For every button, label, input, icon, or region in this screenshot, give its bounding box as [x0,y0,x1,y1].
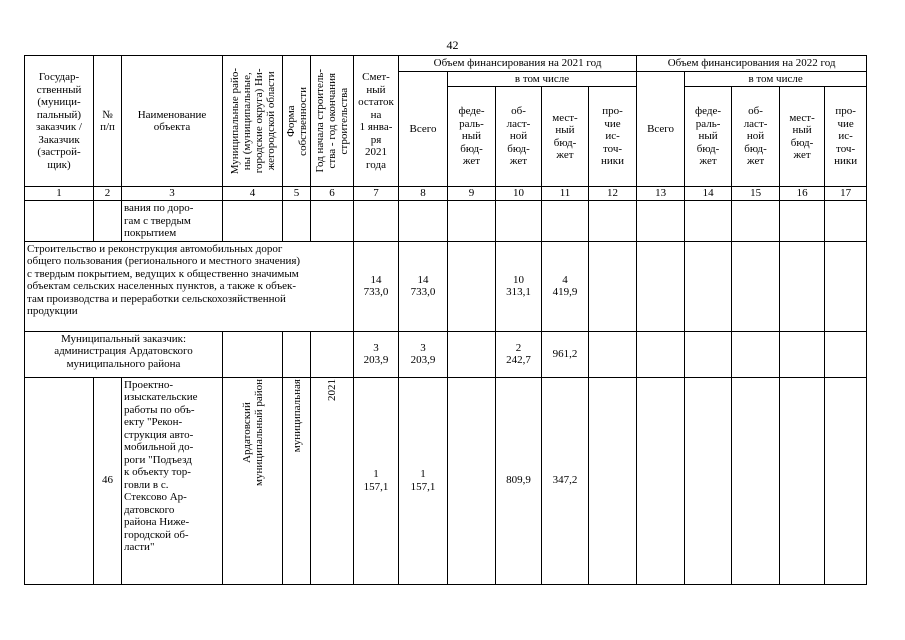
item-ownership: муниципальная [283,377,311,584]
column-number: 13 [637,187,685,201]
header-federal-2022: феде- раль- ный бюд- жет [685,87,732,187]
header-fin-2021: Объем финансирования на 2021 год [399,56,637,72]
header-regional-2022: об- ласт- ной бюд- жет [732,87,780,187]
table-row-customer [25,331,867,377]
customer-regional-2021: 2 242,7 [496,331,542,377]
item-district: Ардатовский муниципальный район [223,377,283,584]
header-total-2022: Всего [637,71,685,187]
column-number: 14 [685,187,732,201]
header-number: № п/п [94,56,122,187]
column-number: 17 [825,187,867,201]
column-number: 1 [25,187,94,201]
item-balance: 1 157,1 [354,377,399,584]
column-number: 2 [94,187,122,201]
column-number: 3 [122,187,223,201]
column-number: 8 [399,187,448,201]
header-regional-2021: об- ласт- ной бюд- жет [496,87,542,187]
item-name: Проектно- изыскательские работы по объ- екту "Рекон- струкция авто- мобильной до- роги "Подъезд к объекту тор- говли в с. Стексово Ар- датовского района Ниже- городской об- ласти" [122,377,223,584]
column-number: 5 [283,187,311,201]
header-object-name: Наименование объекта [122,56,223,187]
header-including-2022: в том числе [685,71,867,87]
column-number: 7 [354,187,399,201]
table-row-section [25,241,867,331]
table-row-item [25,377,867,584]
column-number: 6 [311,187,354,201]
section-local-2021: 4 419,9 [542,241,589,331]
object-name-continuation: вания по доро- гам с твердым покрытием [122,201,223,242]
column-numbers-row [25,187,867,201]
header-including-2021: в том числе [448,71,637,87]
header-other-2021: про- чие ис- точ- ники [589,87,637,187]
section-total-2021: 14 733,0 [399,241,448,331]
item-local-2021: 347,2 [542,377,589,584]
column-number: 16 [780,187,825,201]
column-number: 11 [542,187,589,201]
column-number: 12 [589,187,637,201]
header-local-2022: мест- ный бюд- жет [780,87,825,187]
column-number: 9 [448,187,496,201]
customer-total-2021: 3 203,9 [399,331,448,377]
item-total-2021: 1 157,1 [399,377,448,584]
header-federal-2021: феде- раль- ный бюд- жет [448,87,496,187]
header-balance: Смет- ный остаток на 1 янва- ря 2021 года [354,56,399,187]
column-number: 10 [496,187,542,201]
section-title: Строительство и реконструкция автомобильных дорог общего пользования (регионального и местного значения) с твердым покрытием, ведущих к общественно значимым объектам сельских населенных пунктов, а также к объек- там производства и переработки сельскохозяйственной продукции [25,241,354,331]
header-districts: Муниципальные райо- ны (муниципальные, городские округа) Ни- жегородской области [223,56,283,187]
customer-local-2021: 961,2 [542,331,589,377]
header-customer: Государ- ственный (муници- пальный) заказчик / Заказчик (застрой- щик) [25,56,94,187]
item-year: 2021 [311,377,354,584]
customer-title: Муниципальный заказчик: администрация Ардатовского муниципального района [25,331,223,377]
item-regional-2021: 809,9 [496,377,542,584]
column-number: 4 [223,187,283,201]
customer-balance: 3 203,9 [354,331,399,377]
header-fin-2022: Объем финансирования на 2022 год [637,56,867,72]
header-other-2022: про- чие ис- точ- ники [825,87,867,187]
header-years: Год начала строитель- ства - год окончания строительства [311,56,354,187]
financing-table [24,55,867,585]
header-local-2021: мест- ный бюд- жет [542,87,589,187]
page-number: 42 [446,38,459,52]
column-number: 15 [732,187,780,201]
section-balance: 14 733,0 [354,241,399,331]
header-ownership: Форма собственности [283,56,311,187]
item-number: 46 [94,377,122,584]
section-regional-2021: 10 313,1 [496,241,542,331]
table-row-continuation [25,201,867,242]
header-total-2021: Всего [399,71,448,187]
